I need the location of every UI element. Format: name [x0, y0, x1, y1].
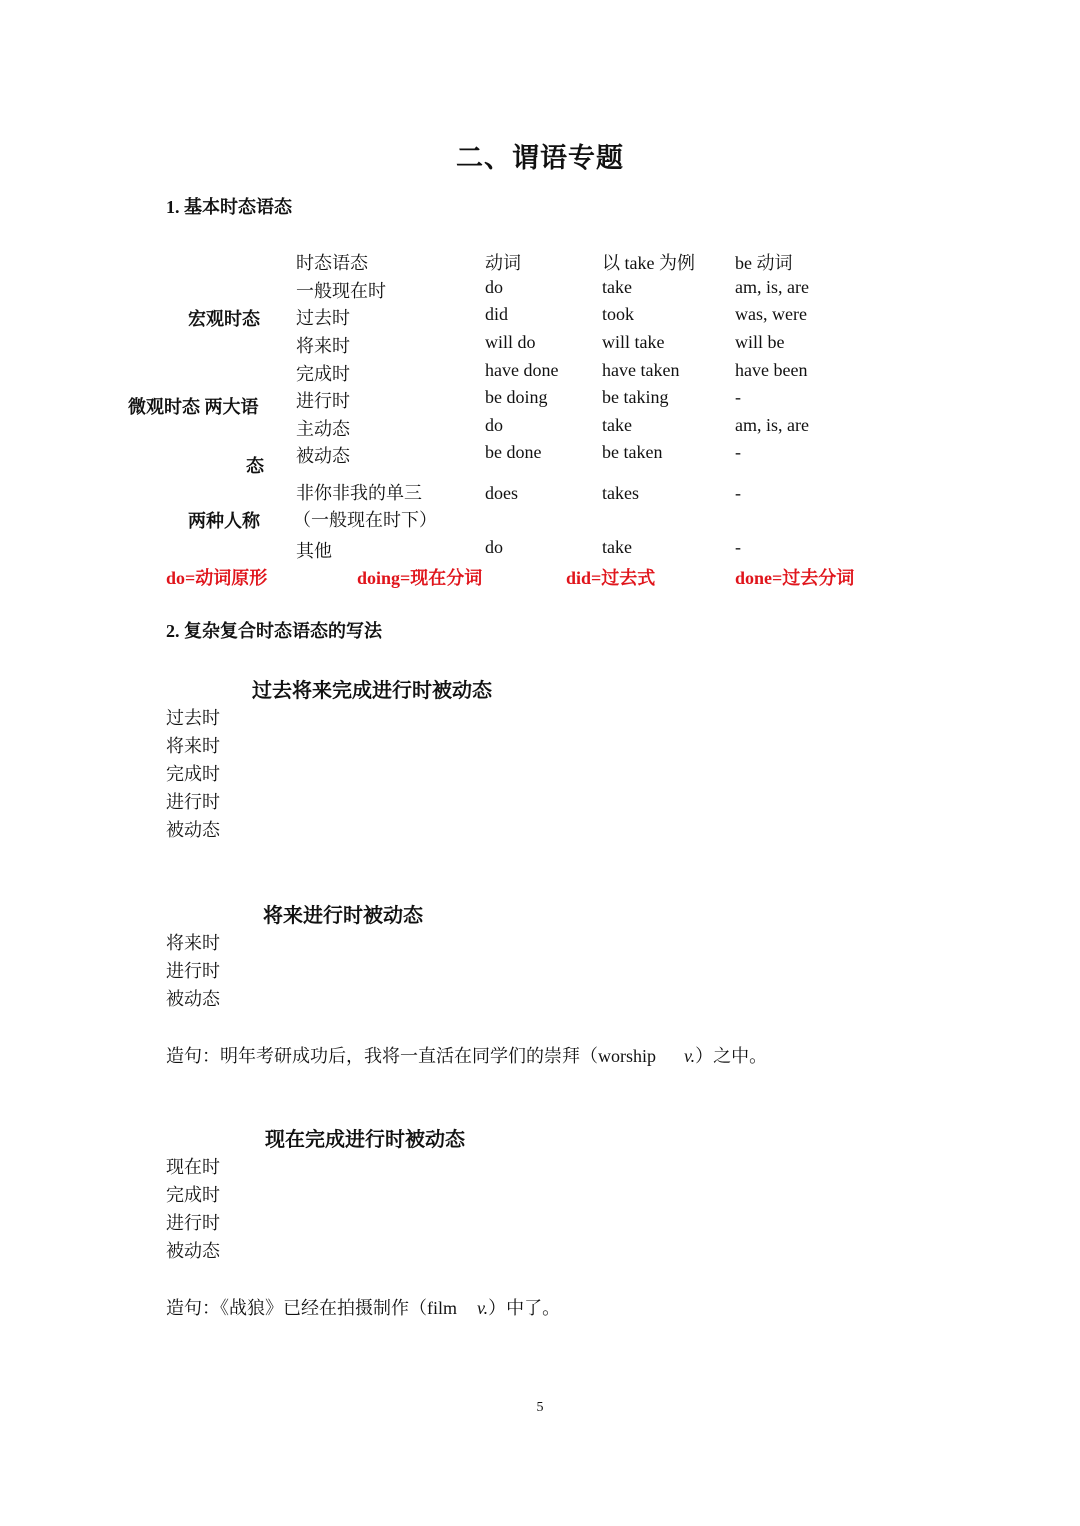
table-cell: took — [602, 304, 635, 324]
sentence-prefix: 造句：《战狼》已经在拍摄制作（film — [166, 1298, 457, 1318]
sentence-pos: v. — [684, 1046, 696, 1066]
block1-title: 过去将来完成进行时被动态 — [252, 680, 492, 702]
table-cell: 将来时 — [296, 336, 350, 356]
side-label-micro: 微观时态 两大语 — [128, 397, 259, 417]
list-item: 现在时 — [166, 1157, 220, 1177]
table-cell: will take — [602, 332, 665, 352]
table-cell: take — [602, 415, 632, 435]
table-cell: 主动态 — [296, 419, 350, 439]
table-header-cell: 以 take 为例 — [602, 253, 695, 273]
table-cell: 完成时 — [296, 364, 350, 384]
table-cell: 其他 — [296, 541, 332, 561]
list-item: 将来时 — [166, 736, 220, 756]
page-number: 5 — [536, 1400, 544, 1415]
table-cell: 一般现在时 — [296, 281, 386, 301]
table-cell: have done — [485, 360, 559, 380]
list-item: 将来时 — [166, 933, 220, 953]
legend-item: do=动词原形 — [166, 568, 268, 588]
table-cell: be doing — [485, 387, 548, 407]
side-label-voice: 态 — [246, 456, 264, 476]
sentence-suffix: ）之中。 — [695, 1046, 768, 1066]
example-sentence — [166, 1294, 560, 1320]
table-cell: have taken — [602, 360, 680, 380]
list-item: 被动态 — [166, 1241, 220, 1261]
table-cell: do — [485, 277, 503, 297]
table-cell: （一般现在时下） — [293, 510, 437, 530]
table-cell: do — [485, 415, 503, 435]
table-cell: be taking — [602, 387, 669, 407]
block2-title: 将来进行时被动态 — [263, 905, 423, 927]
table-cell: take — [602, 277, 632, 297]
table-cell: - — [735, 387, 741, 407]
list-item: 完成时 — [166, 1185, 220, 1205]
legend-item: done=过去分词 — [735, 568, 855, 588]
table-header-cell: be 动词 — [735, 253, 793, 273]
table-cell: was, were — [735, 304, 807, 324]
sentence-prefix: 造句：明年考研成功后，我将一直活在同学们的崇拜（worship — [166, 1046, 656, 1066]
list-item: 被动态 — [166, 820, 220, 840]
table-cell: will do — [485, 332, 536, 352]
block3-title: 现在完成进行时被动态 — [265, 1129, 465, 1151]
table-cell: - — [735, 442, 741, 462]
table-cell: did — [485, 304, 509, 324]
table-cell: - — [735, 483, 741, 503]
list-item: 进行时 — [166, 961, 220, 981]
table-cell: 非你非我的单三 — [296, 483, 422, 503]
list-item: 被动态 — [166, 989, 220, 1009]
table-cell: be taken — [602, 442, 663, 462]
table-cell: am, is, are — [735, 277, 809, 297]
sentence-pos: v. — [477, 1298, 489, 1318]
table-header-cell: 动词 — [485, 253, 521, 273]
table-cell: take — [602, 537, 632, 557]
side-label-person: 两种人称 — [188, 511, 260, 531]
sentence-suffix: ）中了。 — [488, 1298, 561, 1318]
example-sentence — [166, 1042, 767, 1068]
page-title: 二、谓语专题 — [456, 143, 624, 173]
table-cell: - — [735, 537, 741, 557]
section1-heading: 1. 基本时态语态 — [166, 197, 292, 217]
table-cell: am, is, are — [735, 415, 809, 435]
table-header-cell: 时态语态 — [296, 253, 368, 273]
list-item: 完成时 — [166, 764, 220, 784]
table-cell: will be — [735, 332, 785, 352]
side-label-macro: 宏观时态 — [188, 309, 260, 329]
section2-heading: 2. 复杂复合时态语态的写法 — [166, 621, 382, 641]
list-item: 过去时 — [166, 708, 220, 728]
list-item: 进行时 — [166, 792, 220, 812]
table-cell: takes — [602, 483, 639, 503]
table-cell: 过去时 — [296, 308, 350, 328]
table-cell: 进行时 — [296, 391, 350, 411]
legend-item: did=过去式 — [566, 568, 656, 588]
table-cell: have been — [735, 360, 808, 380]
list-item: 进行时 — [166, 1213, 220, 1233]
table-cell: do — [485, 537, 503, 557]
legend-item: doing=现在分词 — [357, 568, 483, 588]
table-cell: 被动态 — [296, 446, 350, 466]
table-cell: does — [485, 483, 518, 503]
table-cell: be done — [485, 442, 542, 462]
